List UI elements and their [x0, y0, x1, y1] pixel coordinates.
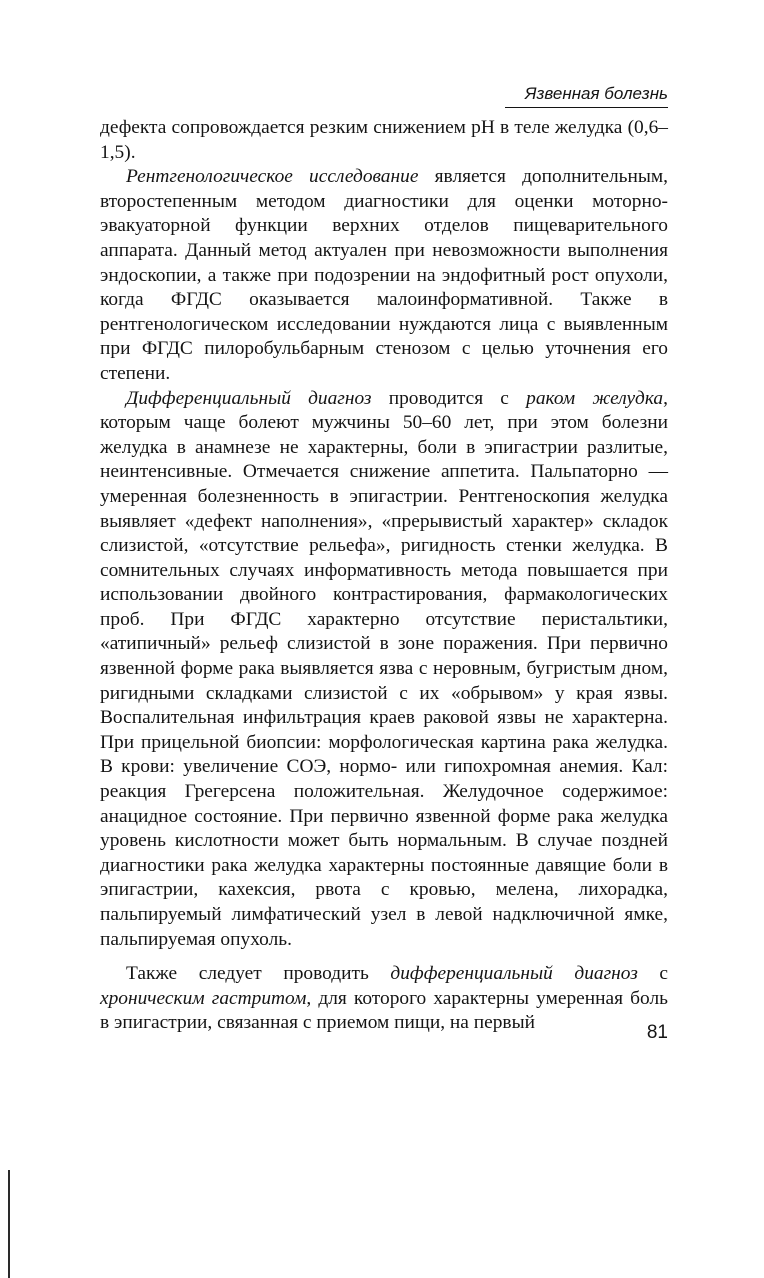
paragraph-radiology	[100, 165, 668, 386]
paragraph-differential-cancer	[100, 387, 668, 953]
connector-text: с	[637, 963, 668, 985]
paragraph-continuation	[100, 116, 668, 165]
connector-text: проводится с	[371, 387, 527, 409]
scan-edge-line	[8, 1170, 10, 1278]
body-text	[100, 116, 668, 1036]
paragraph-text: , для которого характерны умеренная боль в эпигастрии, связанная с приемом пищи, на первый	[100, 987, 668, 1034]
intro-text: Также следует проводить	[126, 963, 391, 985]
term-differential-diagnosis: Дифференциальный диагноз	[126, 387, 372, 409]
page-number: 81	[646, 1022, 668, 1043]
term-radiology: Рентгенологическое исследование	[126, 166, 419, 188]
running-title: Язвенная болезнь	[505, 84, 668, 108]
term-differential-diagnosis: дифференциальный диагноз	[390, 963, 638, 985]
term-stomach-cancer: раком желудка	[526, 387, 664, 409]
paragraph-differential-gastritis	[100, 962, 668, 1036]
paragraph-text: , которым чаще болеют мужчины 50–60 лет, при этом болезни желудка в анамнезе не характерны, боли в эпигастрии разлитые, неинтенсивные. Отмечается снижение аппетита. Пальпаторно — умеренная болезненность в эпигастрии. Рентгеноскопия желудка выявляет «дефект наполнения», «прерывистый характер» складок слизистой, «отсутствие рельефа», ригидность стенки желудка. В сомнительных случаях информативность метода повышается при использовании двойного контрастирования, фармакологических проб. При ФГДС характерно отсутствие перистальтики, «атипичный» рельеф слизистой в зоне поражения. При первично язвенной форме рака выявляется язва с неровным, бугристым дном, ригидными складками слизистой с их «обрывом» у края язвы. Воспалительная инфильтрация краев раковой язвы не характерна. При прицельной биопсии: морфологическая картина рака желудка. В крови: увеличение СОЭ, нормо- или гипохромная анемия. Кал: реакция Грегерсена положительная. Желудочное содержимое: анацидное состояние. При первично язвенной форме рака желудка уровень кислотности может быть нормальным. В случае поздней диагностики рака желудка характерны постоянные давящие боли в эпигастрии, кахексия, рвота с кровью, мелена, лихорадка, пальпируемый лимфатический узел в левой надключичной ямке, пальпируемая опухоль.	[100, 387, 668, 950]
term-chronic-gastritis: хроническим гастритом	[100, 987, 307, 1009]
paragraph-text: дефекта сопровождается резким снижением pH в теле желудка (0,6–1,5).	[100, 117, 668, 163]
paragraph-text: является дополнительным, второстепенным методом диагностики для оценки моторно-эвакуаторной функции верхних отделов пищеварительного аппарата. Данный метод актуален при невозможности выполнения эндоскопии, а также при подозрении на эндофитный рост опухоли, когда ФГДС оказывается малоинформативной. Также в рентгенологическом исследовании нуждаются лица с выявленным при ФГДС пилоробульбарным стенозом с целью уточнения его степени.	[100, 166, 668, 384]
